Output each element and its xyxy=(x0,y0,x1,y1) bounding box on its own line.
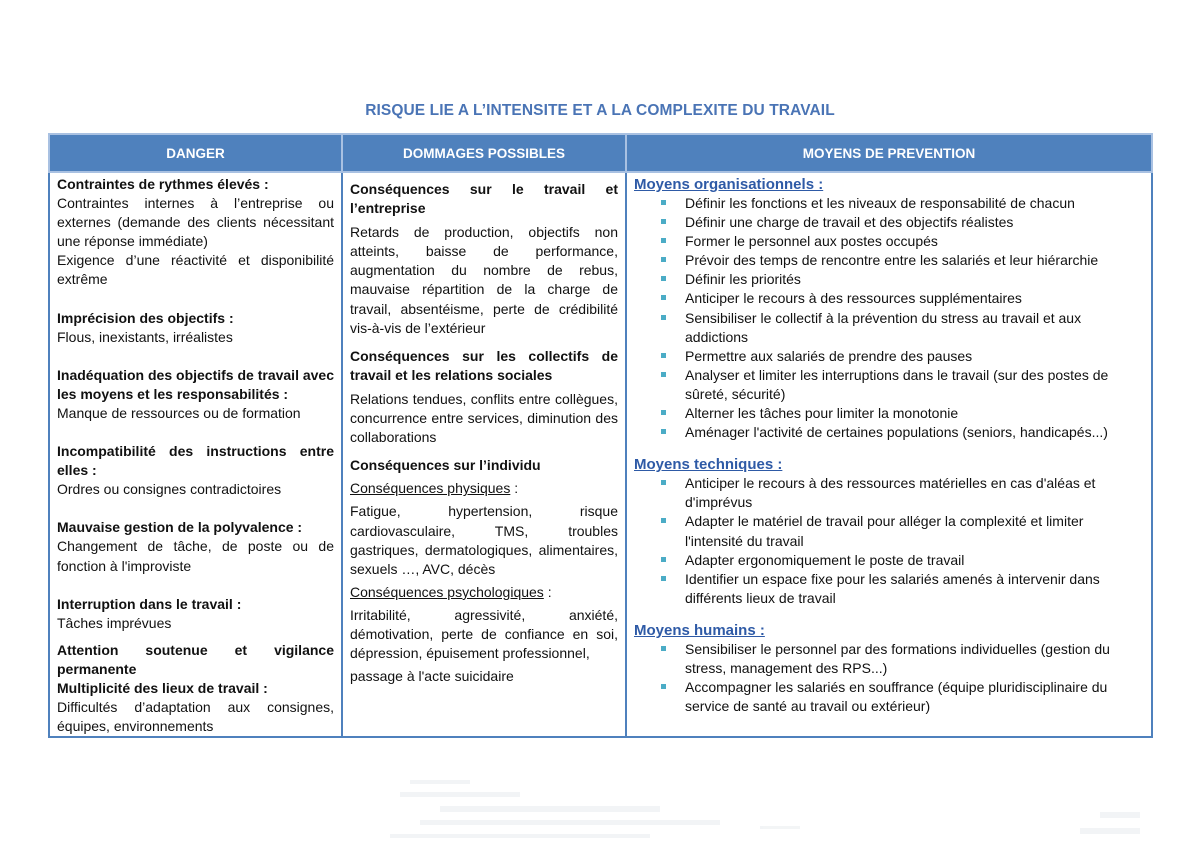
danger-heading: Inadéquation des objectifs de travail avec les moyens et les responsabilités : xyxy=(57,366,334,402)
square-bullet-icon xyxy=(661,372,666,377)
square-bullet-icon xyxy=(661,646,666,651)
danger-heading: Imprécision des objectifs : xyxy=(57,309,234,326)
danger-heading: Multiplicité des lieux de travail : xyxy=(57,679,268,696)
dommages-cell xyxy=(342,172,626,737)
moyens-cell xyxy=(626,172,1152,737)
psychological-colon: : xyxy=(543,583,552,600)
square-bullet-icon xyxy=(661,219,666,224)
header-moyens: MOYENS DE PREVENTION xyxy=(626,134,1152,172)
list-item: Sensibiliser le personnel par des formations individuelles (gestion du stress, management des RPS...) xyxy=(634,640,1144,678)
list-item: Définir une charge de travail et des objectifs réalistes xyxy=(634,213,1144,232)
square-bullet-icon xyxy=(661,238,666,243)
dommages-text: Relations tendues, conflits entre collègues, concurrence entre services, diminution des collaborations xyxy=(350,390,618,446)
danger-text: Ordres ou consignes contradictoires xyxy=(57,481,282,498)
dommages-heading: Conséquences sur le travail et l’entreprise xyxy=(350,181,618,217)
section-heading-humains: Moyens humains : xyxy=(634,621,765,639)
square-bullet-icon xyxy=(661,315,666,320)
danger-text: Flous, inexistants, irréalistes xyxy=(57,328,233,345)
dommages-heading: Conséquences sur les collectifs de travail et les relations sociales xyxy=(350,347,618,383)
dommages-heading: Conséquences sur l’individu xyxy=(350,457,541,474)
square-bullet-icon xyxy=(661,429,666,434)
list-item: Permettre aux salariés de prendre des pauses xyxy=(634,347,1144,366)
list-item: Définir les fonctions et les niveaux de responsabilité de chacun xyxy=(634,194,1144,213)
list-organisationnels xyxy=(634,194,1144,442)
list-item: Identifier un espace fixe pour les salariés amenés à intervenir dans différents lieux de travail xyxy=(634,570,1144,608)
list-item: Anticiper le recours à des ressources matérielles en cas d'aléas et d'imprévus xyxy=(634,474,1144,512)
danger-heading: Mauvaise gestion de la polyvalence : xyxy=(57,519,303,536)
physical-colon: : xyxy=(510,480,519,497)
danger-text: Tâches imprévues xyxy=(57,614,172,631)
dommages-text: passage à l'acte suicidaire xyxy=(350,668,514,685)
square-bullet-icon xyxy=(661,518,666,523)
physical-label-line xyxy=(350,479,618,498)
dommages-text: Fatigue, hypertension, risque cardiovasculaire, TMS, troubles gastriques, dermatologiques, alimentaires, sexuels …, AVC, décès xyxy=(350,503,618,577)
square-bullet-icon xyxy=(661,576,666,581)
square-bullet-icon xyxy=(661,410,666,415)
dommages-text: Irritabilité, agressivité, anxiété, démotivation, perte de confiance en soi, dépression, épuisement professionnel, xyxy=(350,606,618,662)
square-bullet-icon xyxy=(661,557,666,562)
list-techniques xyxy=(634,474,1144,608)
section-heading-techniques: Moyens techniques : xyxy=(634,456,783,474)
danger-heading: Attention soutenue et vigilance permanente xyxy=(57,641,334,677)
list-item: Prévoir des temps de rencontre entre les salariés et leur hiérarchie xyxy=(634,251,1144,270)
danger-text: Changement de tâche, de poste ou de fonction à l'improviste xyxy=(57,538,334,574)
list-item: Adapter ergonomiquement le poste de travail xyxy=(634,551,1144,570)
danger-cell xyxy=(49,172,342,737)
square-bullet-icon xyxy=(661,295,666,300)
prevention-table xyxy=(48,133,1153,738)
danger-text: Manque de ressources ou de formation xyxy=(57,404,301,421)
list-humains xyxy=(634,640,1144,716)
danger-text: Contraintes internes à l’entreprise ou externes (demande des clients nécessitant une réponse immédiate) xyxy=(57,195,334,250)
header-dommages: DOMMAGES POSSIBLES xyxy=(342,134,626,172)
table-body-row xyxy=(49,172,1152,737)
psychological-label-line xyxy=(350,583,618,602)
scan-smudge-decoration xyxy=(380,768,1160,848)
square-bullet-icon xyxy=(661,200,666,205)
square-bullet-icon xyxy=(661,480,666,485)
page-title: RISQUE LIE A L’INTENSITE ET A LA COMPLEXITE DU TRAVAIL xyxy=(365,102,835,119)
square-bullet-icon xyxy=(661,353,666,358)
danger-heading: Interruption dans le travail : xyxy=(57,595,242,612)
danger-text: Exigence d’une réactivité et disponibilité extrême xyxy=(57,252,334,288)
psychological-label: Conséquences psychologiques xyxy=(350,583,544,600)
list-item: Aménager l'activité de certaines populations (seniors, handicapés...) xyxy=(634,423,1144,442)
section-heading-organisationnels: Moyens organisationnels : xyxy=(634,176,824,193)
list-item: Sensibiliser le collectif à la prévention du stress au travail et aux addictions xyxy=(634,309,1144,347)
list-item: Définir les priorités xyxy=(634,270,1144,289)
danger-text: Difficultés d’adaptation aux consignes, équipes, environnements xyxy=(57,699,334,735)
table-header-row xyxy=(49,134,1152,172)
square-bullet-icon xyxy=(661,684,666,689)
list-item: Adapter le matériel de travail pour alléger la complexité et limiter l'intensité du travail xyxy=(634,512,1144,550)
danger-heading: Contraintes de rythmes élevés : xyxy=(57,176,269,192)
danger-heading: Incompatibilité des instructions entre elles : xyxy=(57,443,334,479)
list-item: Anticiper le recours à des ressources supplémentaires xyxy=(634,289,1144,308)
physical-label: Conséquences physiques xyxy=(350,480,511,497)
dommages-text: Retards de production, objectifs non atteints, baisse de performance, augmentation du nombre de rebus, mauvaise répartition de la charge de travail, absentéisme, perte de crédibilité vis-à-vis de l’extérieur xyxy=(350,224,618,336)
list-item: Former le personnel aux postes occupés xyxy=(634,232,1144,251)
square-bullet-icon xyxy=(661,276,666,281)
square-bullet-icon xyxy=(661,257,666,262)
list-item: Alterner les tâches pour limiter la monotonie xyxy=(634,404,1144,423)
list-item: Accompagner les salariés en souffrance (équipe pluridisciplinaire du service de santé au travail ou extérieur) xyxy=(634,678,1144,716)
header-danger: DANGER xyxy=(49,134,342,172)
list-item: Analyser et limiter les interruptions dans le travail (sur des postes de sûreté, sécurité) xyxy=(634,366,1144,404)
